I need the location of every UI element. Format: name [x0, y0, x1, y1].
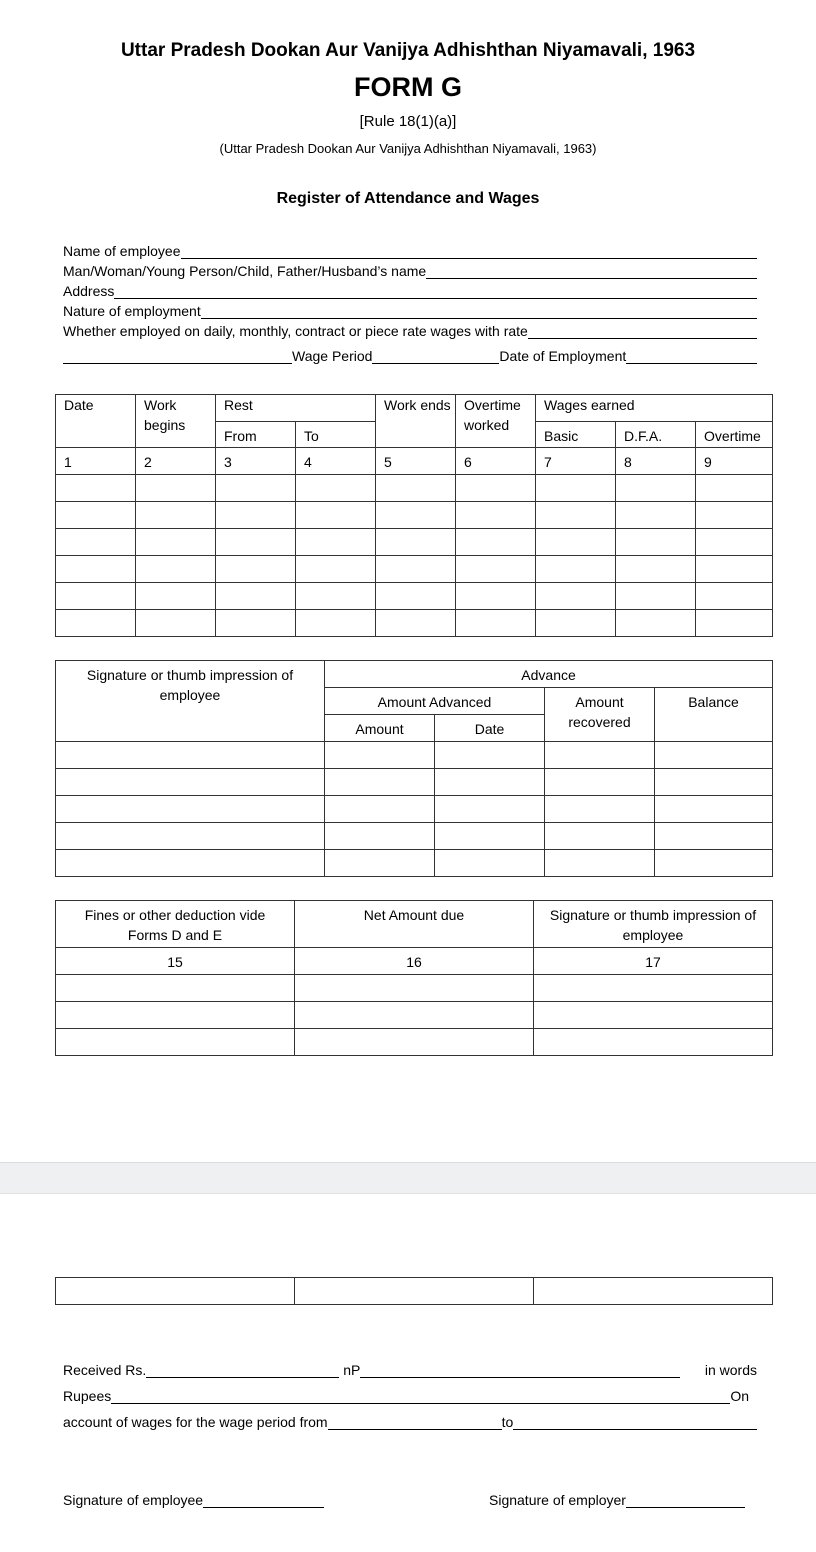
advance-rows	[56, 742, 773, 877]
fill-line[interactable]	[328, 1417, 502, 1430]
fill-line[interactable]	[360, 1365, 680, 1378]
col-number: 16	[295, 948, 534, 975]
employer-signature-label: Signature of employer	[489, 1492, 626, 1508]
table-cell[interactable]	[696, 475, 773, 502]
fill-line[interactable]	[513, 1417, 757, 1430]
table-cell[interactable]	[56, 1029, 295, 1056]
table-cell[interactable]	[136, 475, 216, 502]
table-cell[interactable]	[216, 475, 296, 502]
table-cell[interactable]	[296, 583, 376, 610]
fill-line[interactable]	[114, 286, 757, 299]
table-cell[interactable]	[325, 823, 435, 850]
col-balance: Balance	[655, 688, 773, 742]
page-break	[0, 1162, 816, 1194]
rupees-label: Rupees	[63, 1388, 112, 1404]
account-line	[63, 1414, 757, 1430]
in-words-label: in words	[704, 1362, 757, 1378]
np-label: nP	[343, 1362, 361, 1378]
received-label: Received Rs.	[63, 1362, 147, 1378]
table-row	[56, 556, 773, 583]
field-label: Address	[63, 283, 115, 299]
employee-signature-label: Signature of employee	[63, 1492, 204, 1508]
table-cell[interactable]	[296, 610, 376, 637]
field-label: Date of Employment	[499, 348, 627, 364]
col-signature: Signature or thumb impression of employee	[56, 661, 325, 742]
table-cell[interactable]	[696, 502, 773, 529]
table-cell[interactable]	[545, 850, 655, 877]
field-relation	[63, 263, 757, 279]
table-cell[interactable]	[56, 529, 136, 556]
table-cell[interactable]	[435, 823, 545, 850]
col-fines: Fines or other deduction vide Forms D and E	[56, 901, 295, 948]
col-number: 7	[536, 448, 616, 475]
col-number: 4	[296, 448, 376, 475]
col-net-amount: Net Amount due	[295, 901, 534, 948]
col-number: 1	[56, 448, 136, 475]
table-cell[interactable]	[655, 823, 773, 850]
table-cell[interactable]	[56, 556, 136, 583]
field-label: Wage Period	[292, 348, 373, 364]
table-cell[interactable]	[56, 823, 325, 850]
table-cell[interactable]	[296, 475, 376, 502]
table-cell[interactable]	[376, 529, 456, 556]
table-cell[interactable]	[655, 742, 773, 769]
col-number: 5	[376, 448, 456, 475]
fill-line[interactable]	[626, 351, 757, 364]
fill-line[interactable]	[181, 246, 757, 259]
col-amount-recovered: Amount recovered	[545, 688, 655, 742]
to-label: to	[501, 1414, 514, 1430]
table-row	[56, 583, 773, 610]
fill-line[interactable]	[626, 1495, 745, 1508]
table-cell[interactable]	[534, 1029, 773, 1056]
table-cell[interactable]	[536, 529, 616, 556]
table-cell[interactable]	[536, 583, 616, 610]
table-cell[interactable]	[295, 1002, 534, 1029]
table-row	[56, 610, 773, 637]
table-cell[interactable]	[696, 529, 773, 556]
attendance-rows	[56, 475, 773, 637]
table-cell[interactable]	[696, 556, 773, 583]
table-cell[interactable]	[435, 796, 545, 823]
register-title: Register of Attendance and Wages	[276, 190, 540, 207]
table-cell[interactable]	[376, 475, 456, 502]
table-row	[56, 502, 773, 529]
table-cell[interactable]	[376, 556, 456, 583]
field-wage-type	[63, 323, 757, 339]
table-cell[interactable]	[136, 502, 216, 529]
col-amount: Amount	[325, 715, 435, 742]
field-label: Whether employed on daily, monthly, contract or piece rate wages with rate	[63, 323, 528, 339]
continuation-table	[55, 1277, 773, 1305]
table-cell[interactable]	[296, 529, 376, 556]
on-label: On	[730, 1388, 749, 1404]
employee-signature-line	[63, 1492, 324, 1508]
table-cell[interactable]	[655, 769, 773, 796]
table-cell[interactable]	[456, 610, 536, 637]
form-page-2	[0, 1194, 816, 1552]
table-row	[56, 850, 773, 877]
table-row	[56, 475, 773, 502]
col-number: 2	[136, 448, 216, 475]
table-cell[interactable]	[56, 850, 325, 877]
table-cell[interactable]	[216, 529, 296, 556]
table-cell[interactable]	[545, 796, 655, 823]
table-row	[56, 823, 773, 850]
table-cell[interactable]	[696, 583, 773, 610]
table-cell[interactable]	[56, 583, 136, 610]
table-cell[interactable]	[56, 610, 136, 637]
table-cell[interactable]	[296, 502, 376, 529]
table-cell[interactable]	[616, 529, 696, 556]
table-cell[interactable]	[435, 850, 545, 877]
table-cell[interactable]	[536, 556, 616, 583]
table-cell[interactable]	[536, 610, 616, 637]
rupees-line	[63, 1388, 749, 1404]
table-cell[interactable]	[56, 502, 136, 529]
table-cell[interactable]	[136, 610, 216, 637]
col-overtime-worked: Overtime worked	[456, 395, 536, 448]
table-cell[interactable]	[456, 583, 536, 610]
field-nature-of-employment	[63, 303, 757, 319]
field-employee-name	[63, 243, 757, 259]
col-dfa: D.F.A.	[616, 422, 696, 448]
table-cell[interactable]	[456, 502, 536, 529]
table-row	[56, 1029, 773, 1056]
table-cell[interactable]	[456, 556, 536, 583]
table-row	[56, 529, 773, 556]
col-number: 9	[696, 448, 773, 475]
col-work-begins: Work begins	[136, 395, 216, 448]
col-basic: Basic	[536, 422, 616, 448]
table-cell[interactable]	[534, 1002, 773, 1029]
table-row	[56, 1002, 773, 1029]
table-cell[interactable]	[435, 769, 545, 796]
table-cell[interactable]	[616, 556, 696, 583]
table-cell[interactable]	[216, 556, 296, 583]
table-cell[interactable]	[616, 502, 696, 529]
table-row	[56, 769, 773, 796]
col-rest-to: To	[296, 422, 376, 448]
form-title: FORM G	[354, 72, 462, 102]
table-cell[interactable]	[296, 556, 376, 583]
table-cell[interactable]	[56, 975, 295, 1002]
account-label: account of wages for the wage period from	[63, 1414, 328, 1430]
table-cell[interactable]	[536, 502, 616, 529]
table-cell[interactable]	[655, 796, 773, 823]
field-address	[63, 283, 757, 299]
field-label: Man/Woman/Young Person/Child, Father/Husband’s name	[63, 263, 427, 279]
table-row	[56, 975, 773, 1002]
fill-line[interactable]	[146, 1365, 339, 1378]
table-cell[interactable]	[56, 1278, 295, 1305]
field-wage-period-row	[63, 348, 757, 364]
col-number: 15	[56, 948, 295, 975]
table-cell[interactable]	[534, 1278, 773, 1305]
table-cell[interactable]	[616, 583, 696, 610]
table-cell[interactable]	[216, 502, 296, 529]
table-cell[interactable]	[536, 475, 616, 502]
table-cell[interactable]	[325, 769, 435, 796]
fill-line[interactable]	[201, 306, 757, 319]
col-wages-earned: Wages earned	[536, 395, 773, 422]
col-date: Date	[56, 395, 136, 448]
table-row	[56, 742, 773, 769]
deductions-table	[55, 900, 773, 1056]
fill-line[interactable]	[111, 1391, 730, 1404]
col-number: 8	[616, 448, 696, 475]
table-cell[interactable]	[616, 610, 696, 637]
table-cell[interactable]	[456, 475, 536, 502]
col-rest-from: From	[216, 422, 296, 448]
table-cell[interactable]	[295, 1029, 534, 1056]
table-cell[interactable]	[295, 1278, 534, 1305]
table-cell[interactable]	[545, 823, 655, 850]
table-cell[interactable]	[325, 850, 435, 877]
advance-table	[55, 660, 773, 877]
deductions-rows	[56, 975, 773, 1056]
table-cell[interactable]	[325, 796, 435, 823]
col-advance-date: Date	[435, 715, 545, 742]
table-cell[interactable]	[295, 975, 534, 1002]
table-row	[56, 796, 773, 823]
act-subtitle: (Uttar Pradesh Dookan Aur Vanijya Adhishthan Niyamavali, 1963)	[219, 141, 597, 156]
fill-line[interactable]	[372, 351, 499, 364]
col-work-ends: Work ends	[376, 395, 456, 448]
col-number: 3	[216, 448, 296, 475]
employer-signature-line	[489, 1492, 745, 1508]
fill-line[interactable]	[63, 351, 292, 364]
col-number: 17	[534, 948, 773, 975]
table-cell[interactable]	[136, 556, 216, 583]
table-cell[interactable]	[696, 610, 773, 637]
col-overtime: Overtime	[696, 422, 773, 448]
col-number: 6	[456, 448, 536, 475]
col-signature-17: Signature or thumb impression of employee	[534, 901, 773, 948]
col-rest: Rest	[216, 395, 376, 422]
received-line	[63, 1362, 757, 1378]
table-cell[interactable]	[534, 975, 773, 1002]
table-cell[interactable]	[56, 1002, 295, 1029]
table-cell[interactable]	[545, 742, 655, 769]
table-cell[interactable]	[456, 529, 536, 556]
field-label: Nature of employment	[63, 303, 201, 319]
table-cell[interactable]	[56, 742, 325, 769]
table-cell[interactable]	[136, 583, 216, 610]
table-cell[interactable]	[376, 583, 456, 610]
col-advance: Advance	[325, 661, 773, 688]
fill-line[interactable]	[426, 266, 757, 279]
table-cell[interactable]	[136, 529, 216, 556]
table-cell[interactable]	[56, 796, 325, 823]
act-title: Uttar Pradesh Dookan Aur Vanijya Adhishthan Niyamavali, 1963	[120, 40, 696, 61]
table-cell[interactable]	[376, 610, 456, 637]
fill-line[interactable]	[528, 326, 757, 339]
table-cell[interactable]	[56, 769, 325, 796]
table-cell[interactable]	[325, 742, 435, 769]
table-cell[interactable]	[56, 475, 136, 502]
attendance-table	[55, 394, 773, 637]
table-cell[interactable]	[216, 583, 296, 610]
table-cell[interactable]	[545, 769, 655, 796]
table-cell[interactable]	[376, 502, 456, 529]
table-cell[interactable]	[655, 850, 773, 877]
table-cell[interactable]	[216, 610, 296, 637]
col-amount-advanced: Amount Advanced	[325, 688, 545, 715]
table-cell[interactable]	[616, 475, 696, 502]
rule-reference: [Rule 18(1)(a)]	[359, 113, 457, 130]
table-cell[interactable]	[435, 742, 545, 769]
field-label: Name of employee	[63, 243, 181, 259]
fill-line[interactable]	[203, 1495, 324, 1508]
